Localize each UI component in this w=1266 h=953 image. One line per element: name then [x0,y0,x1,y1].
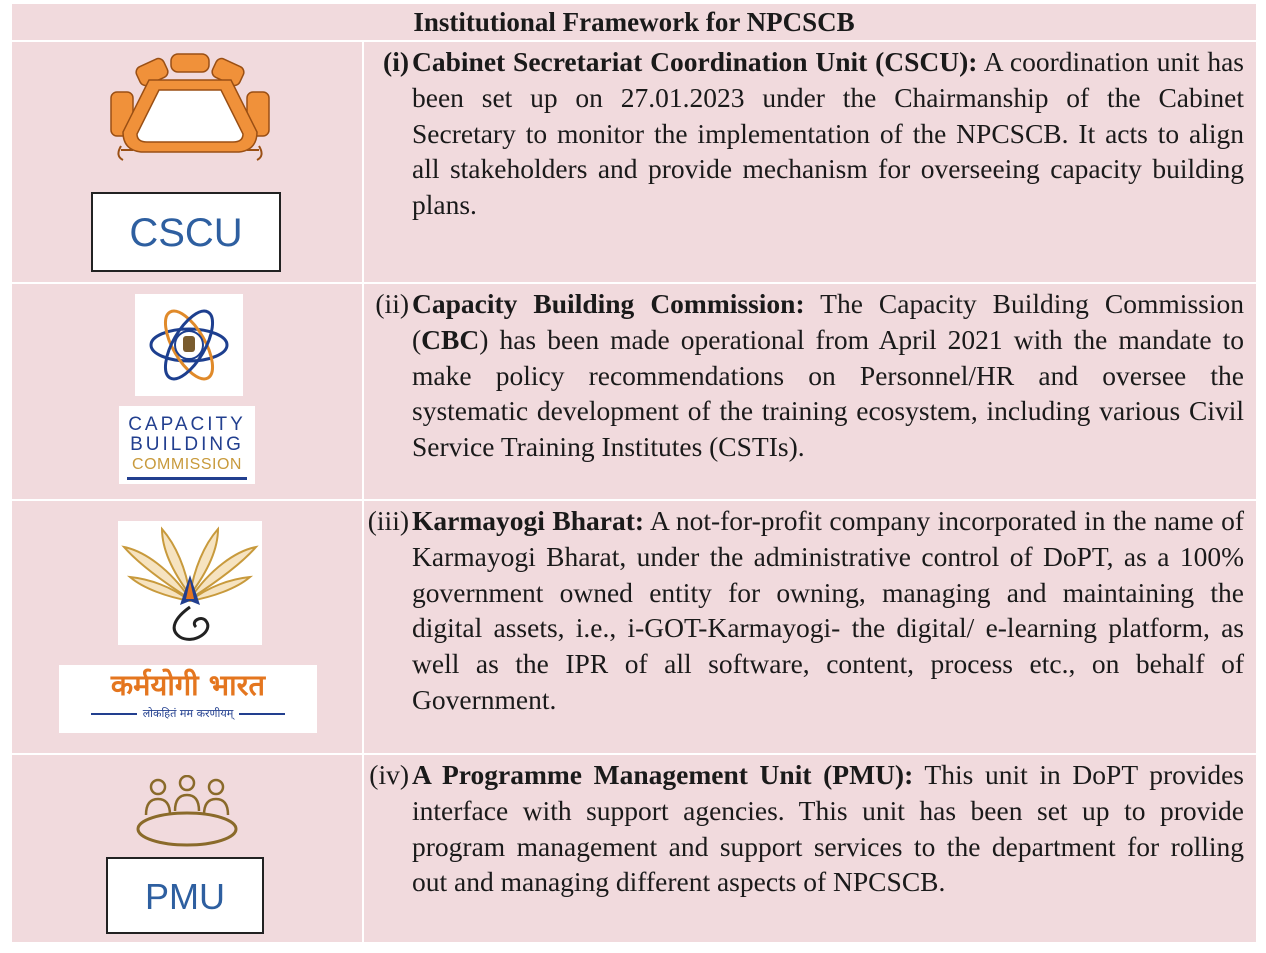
cscu-text-cell [364,42,1256,282]
item-heading: A Programme Management Unit (PMU): [412,759,914,790]
item-heading: Capacity Building Commission: [412,288,805,319]
karmayogi-wordmark-title: कर्मयोगी भारत [110,668,266,702]
item-text: This unit in DoPT provides interface with support agencies. This unit has been set up to provide program management and support services to the department for rolling out and managing different aspects of NPCSCB. [412,759,1244,898]
item-number: (iii) [367,505,409,536]
cbc-text-cell [364,284,1256,499]
karmayogi-wordmark-tagline: लोकहितं मम करणीयम् [142,707,234,720]
item-number: (i) [383,46,409,77]
item-text: A coordination unit has been set up on 27.01.2023 under the Chairmanship of the Cabinet Secretary to monitor the implementation of the NPCSCB. It acts to align all stakeholders and provide mechanism for overseeing capacity building plans. [412,46,1244,221]
item-number: (ii) [375,288,409,319]
meeting-group-icon [134,775,240,849]
cbc-wordmark [119,406,255,484]
table-row-cscu [12,42,1256,282]
cbc-wordmark-line2: BUILDING [130,434,244,455]
pmu-label-box: PMU [106,857,264,934]
karmayogi-logo-cell [12,501,362,753]
cbc-logo-cell [12,284,362,499]
conference-table-icon [107,52,273,166]
table-row-cbc [12,284,1256,499]
item-body: Capacity Building Commission: The Capacity Building Commission (CBC) has been made operational from April 2021 with the mandate to make policy recommendations on Personnel/HR and oversee the systematic development of the training ecosystem, including various Civil Service Training Institutes (CSTIs). [412,288,1244,463]
karmayogi-wordmark [59,665,317,733]
pmu-logo-cell [12,755,362,942]
item-heading: Karmayogi Bharat: [412,505,645,536]
item-body [412,503,1244,718]
table-title: Institutional Framework for NPCSCB [12,4,1256,40]
cscu-logo-cell [12,42,362,282]
cscu-label-box: CSCU [91,192,281,272]
karmayogi-lotus-icon [118,521,262,645]
cbc-wordmark-line1: CAPACITY [128,414,246,435]
framework-table [12,4,1256,942]
karmayogi-text-cell [364,501,1256,753]
table-row-pmu [12,755,1256,942]
table-row-karmayogi [12,501,1256,753]
cbc-emblem-icon [135,294,243,396]
item-body [412,44,1244,223]
item-body [412,757,1244,900]
item-number: (iv) [369,759,409,790]
item-heading: Cabinet Secretariat Coordination Unit (CSCU): [412,46,978,77]
item-text: A not-for-profit company incorporated in the name of Karmayogi Bharat, under the administrative control of DoPT, as a 100% government owned entity for owning, managing and maintaining the digital assets, i.e., i-GOT-Karmayogi- the digital/ e-learning platform, as well as the IPR of all software, content, process etc., on behalf of Government. [412,505,1245,715]
cbc-wordmark-line3: COMMISSION [132,456,242,473]
pmu-text-cell [364,755,1256,942]
